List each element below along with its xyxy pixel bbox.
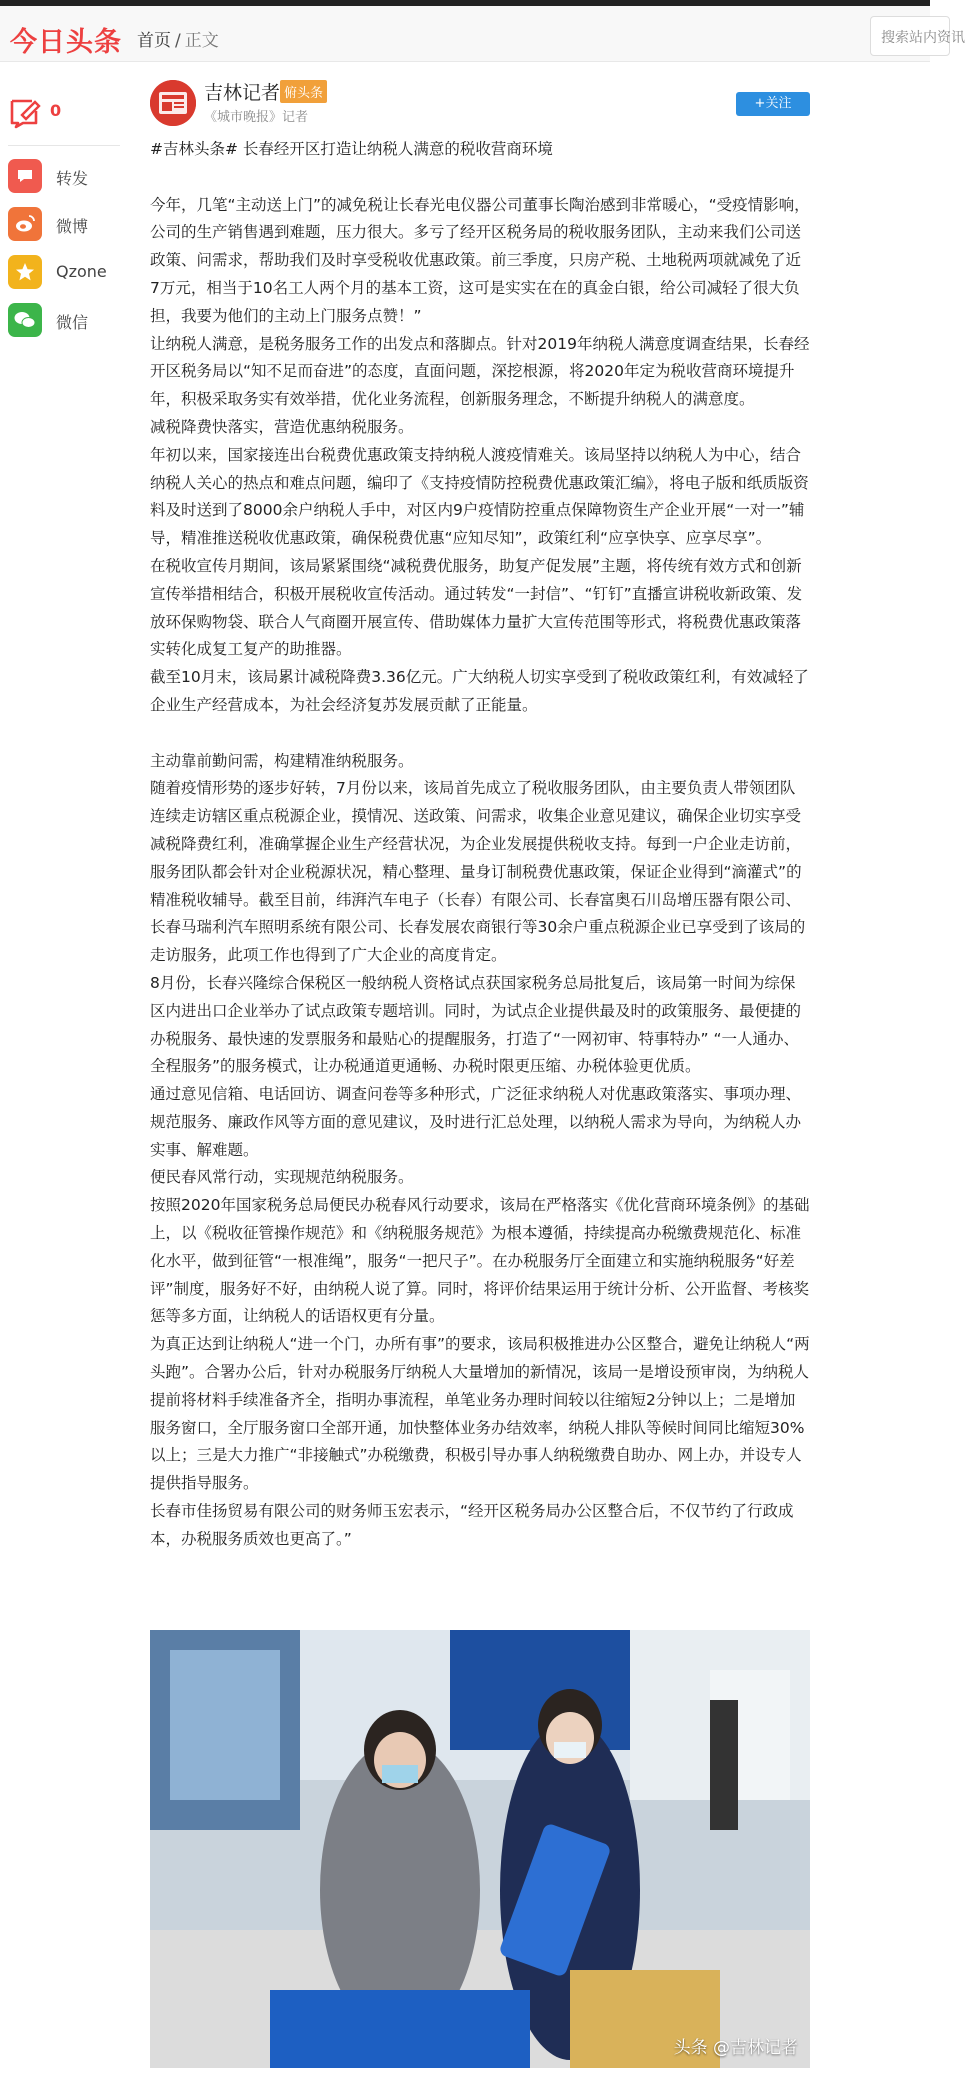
share-wechat-label: 微信: [56, 313, 89, 332]
article-paragraph: 今年，几笔“主动送上门”的减免税让长春光电仪器公司董事长陶治感到非常暖心，“受疫情影响，公司的生产销售遇到难题，压力很大。多亏了经开区税务局的税收服务团队，主动来我们公司送政策、问需求，帮助我们及时享受税收优惠政策。前三季度，只房产税、土地税两项就减免了近7万元，相当于10名工人两个月的基本工资，这可是实实在在的真金白银，给公司减轻了很大负担，我要为他们的主动上门服务点赞！”: [150, 195, 810, 325]
share-qzone[interactable]: [8, 255, 128, 291]
author-badge: 俯头条: [280, 80, 327, 103]
article-paragraph: 随着疫情形势的逐步好转，7月份以来，该局首先成立了税收服务团队，由主要负责人带领团队连续走访辖区重点税源企业，摸情况、送政策、问需求，收集企业意见建议，确保企业切实享受减税降费红利，准确掌握企业生产经营状况，为企业发展提供税收支持。每到一户企业走访前，服务团队都会针对企业税源状况，精心整理、量身订制税费优惠政策，保证企业得到“滴灌式”的精准税收辅导。截至目前，纬湃汽车电子（长春）有限公司、长春富奥石川岛增压器有限公司、长春马瑞利汽车照明系统有限公司、长春发展农商银行等30余户重点税源企业已享受到了该局的走访服务，此项工作也得到了广大企业的高度肯定。: [150, 779, 806, 965]
blank-line: [150, 720, 810, 748]
article-paragraph: 为真正达到让纳税人“进一个门，办所有事”的要求，该局积极推进办公区整合，避免让纳税人“两头跑”。合署办公后，针对办税服务厅纳税人大量增加的新情况，该局一是增设预审岗，为纳税人提前将材料手续准备齐全，指明办事流程，单笔业务办理时间较以往缩短2分钟以上；二是增加服务窗口，全厅服务窗口全部开通，加快整体业务办结效率，纳税人排队等候时间同比缩短30%以上；三是大力推广“非接触式”办税缴费，积极引导办事人纳税缴费自助办、网上办，并设专人提供指导服务。: [150, 1335, 810, 1493]
share-repost[interactable]: [8, 159, 128, 195]
weibo-icon: [8, 207, 42, 241]
share-weibo[interactable]: [8, 207, 128, 243]
article-paragraph: 让纳税人满意，是税务服务工作的出发点和落脚点。针对2019年纳税人满意度调查结果，长春经开区税务局以“知不足而奋进”的态度，直面问题，深挖根源，将2020年定为税收营商环境提升年，积极采取务实有效举措，优化业务流程，创新服务理念，不断提升纳税人的满意度。: [150, 334, 810, 409]
breadcrumb: [137, 26, 219, 51]
article-paragraph: 主动靠前勤问需，构建精准纳税服务。: [150, 751, 414, 770]
qzone-icon: [8, 255, 42, 289]
site-logo[interactable]: 今日头条: [10, 27, 122, 58]
search-input[interactable]: 搜索站内资讯: [870, 16, 950, 56]
breadcrumb-separator: /: [175, 31, 181, 51]
article-paragraph: #吉林头条# 长春经开区打造让纳税人满意的税收营商环境: [150, 140, 553, 158]
share-qzone-label: Qzone: [56, 262, 107, 281]
repost-icon: [8, 159, 42, 193]
photo-watermark: 头条 @吉林记者: [673, 2038, 798, 2058]
wechat-icon: [8, 303, 42, 337]
photo-illustration: [150, 1630, 810, 2068]
article-paragraph: 8月份，长春兴隆综合保税区一般纳税人资格试点获国家税务总局批复后，该局第一时间为综保区内进出口企业举办了试点政策专题培训。同时，为试点企业提供最及时的政策服务、最便捷的办税服务、最快速的发票服务和最贴心的提醒服务，打造了“一网初审、特事特办” “一人通办、全程服务”的服务模式，让办税通道更通畅、办税时限更压缩、办税体验更优质。: [150, 973, 802, 1076]
share-wechat[interactable]: [8, 303, 128, 339]
article-paragraph: 截至10月末，该局累计减税降费3.36亿元。广大纳税人切实享受到了税收政策红利，有效减轻了企业生产经营成本，为社会经济复苏发展贡献了正能量。: [150, 668, 809, 714]
author-name[interactable]: 吉林记者: [204, 82, 281, 104]
article-paragraph: 通过意见信箱、电话回访、调查问卷等多种形式，广泛征求纳税人对优惠政策落实、事项办理、规范服务、廉政作风等方面的意见建议，及时进行汇总处理，以纳税人需求为导向，为纳税人办实事、解难题。: [150, 1085, 802, 1159]
article-paragraph: 年初以来，国家接连出台税费优惠政策支持纳税人渡疫情难关。该局坚持以纳税人为中心，结合纳税人关心的热点和难点问题，编印了《支持疫情防控税费优惠政策汇编》，将电子版和纸质版资料及时送到了8000余户纳税人手中，对区内9户疫情防控重点保障物资生产企业开展“一对一”辅导，精准推送税收优惠政策，确保税费优惠“应知尽知”，政策红利“应享快享、应享尽享”。: [150, 445, 809, 548]
breadcrumb-home[interactable]: 首页: [137, 31, 171, 51]
comment-icon: [8, 95, 42, 133]
author-description: 《城市晚报》记者: [204, 110, 309, 125]
follow-button[interactable]: +关注: [736, 92, 810, 116]
sidebar-divider: [8, 145, 120, 146]
share-repost-label: 转发: [56, 169, 89, 188]
site-header: [0, 6, 965, 62]
breadcrumb-current: 正文: [184, 31, 219, 51]
share-weibo-label: 微博: [56, 217, 89, 236]
share-sidebar: [8, 95, 118, 332]
article-paragraph: 长春市佳扬贸易有限公司的财务师玉宏表示，“经开区税务局办公区整合后，不仅节约了行政成本，办税服务质效也更高了。”: [150, 1502, 794, 1548]
comment-button[interactable]: [8, 95, 118, 135]
article-paragraph: 在税收宣传月期间，该局紧紧围绕“减税费优服务，助复产促发展”主题，将传统有效方式和创新宣传举措相结合，积极开展税收宣传活动。通过转发“一封信”、“钉钉”直播宣讲税收新政策、发放环保购物袋、联合人气商圈开展宣传、借助媒体力量扩大宣传范围等形式，将税费优惠政策落实转化成复工复产的助推器。: [150, 556, 803, 659]
article-paragraph: 减税降费快落实，营造优惠纳税服务。: [150, 417, 414, 436]
author-avatar[interactable]: [150, 80, 196, 126]
article-photo: [150, 1630, 810, 2068]
comment-count: 0: [50, 101, 62, 120]
blank-line: [150, 164, 810, 192]
article-paragraph: 按照2020年国家税务总局便民办税春风行动要求，该局在严格落实《优化营商环境条例》的基础上，以《税收征管操作规范》和《纳税服务规范》为根本遵循，持续提高办税缴费规范化、标准化水平，做到征管“一根准绳”，服务“一把尺子”。在办税服务厅全面建立和实施纳税服务“好差评”制度，服务好不好，由纳税人说了算。同时，将评价结果运用于统计分析、公开监督、考核奖惩等多方面，让纳税人的话语权更有分量。: [150, 1196, 810, 1326]
article-body: [150, 136, 810, 1554]
article-paragraph: 便民春风常行动，实现规范纳税服务。: [150, 1168, 414, 1187]
